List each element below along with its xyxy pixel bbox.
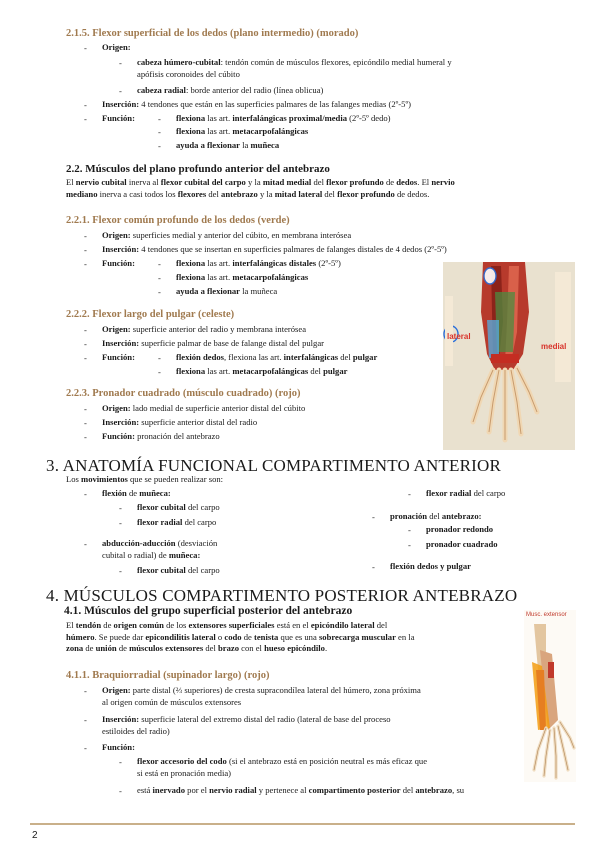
bullet-dash: -: [84, 339, 87, 349]
funcion-item-2: flexiona las art. metacarpofalángicas: [176, 272, 309, 282]
figure-caption: Musc. extensor: [526, 612, 567, 618]
insercion-text: Inserción: 4 tendones que se insertan en superficies palmares de falanges distales de 4 dedos (2º-5º): [102, 244, 447, 254]
section-4-1-paragraph: El tendón de origen común de los extensores superficiales está en el epicóndilo lateral del húmero. Se puede dar epicondilitis lateral o codo de tenista que es una sobrecarga muscular en la zona de unión de músculos extensores del brazo con el hueso epicóndilo.: [66, 620, 415, 654]
footer-divider: [30, 823, 575, 825]
bullet-dash: -: [158, 114, 161, 124]
section-2-2-3-title: 2.2.3. Pronador cuadrado (músculo cuadrado) (rojo): [66, 388, 301, 399]
funcion-item-3: ayuda a flexionar la muñeca: [176, 286, 278, 296]
funcion-label: Función:: [102, 352, 135, 362]
pronacion-antebrazo: pronación del antebrazo:: [390, 511, 482, 521]
bullet-dash: -: [84, 686, 87, 696]
bullet-dash: -: [84, 715, 87, 725]
section-3-intro: Los movimientos que se pueden realizar son:: [66, 474, 224, 484]
bullet-dash: -: [84, 743, 87, 753]
insercion-text: Inserción: superficie lateral del extremo distal del radio (lateral de base del proceso estiloides del radio): [102, 714, 391, 736]
insercion-text: Inserción: superficie palmar de base de falange distal del pulgar: [102, 338, 325, 348]
bullet-dash: -: [84, 539, 87, 549]
bullet-dash: -: [84, 114, 87, 124]
bullet-dash: -: [84, 489, 87, 499]
flexion-dedos-pulgar: flexión dedos y pulgar: [390, 561, 471, 571]
pronador-cuadrado: pronador cuadrado: [426, 539, 498, 549]
funcion-item-1: flexor accesorio del codo (si el antebrazo está en posición neutral es más eficaz que si está en pronación media): [137, 756, 428, 778]
origen-radial: cabeza radial: borde anterior del radio (línea oblicua): [137, 85, 324, 95]
origen-text: Origen: parte distal (⅔ superiores) de cresta supracondílea lateral del húmero, zona próxima al origen común de músculos extensores: [102, 685, 421, 707]
funcion-item-1: flexiona las art. interfalángicas proximal/media (2º-5º dedo): [176, 113, 391, 123]
bullet-dash: -: [84, 100, 87, 110]
bullet-dash: -: [84, 353, 87, 363]
extensor-muscle-figure: [524, 610, 576, 782]
bullet-dash: -: [119, 58, 122, 68]
funcion-label: Función:: [102, 113, 135, 123]
bullet-dash: -: [84, 418, 87, 428]
section-4-1-title: 4.1. Músculos del grupo superficial posterior del antebrazo: [64, 605, 353, 617]
bullet-dash: -: [119, 566, 122, 576]
origen-text: Origen: lado medial de superficie anterior distal del cúbito: [102, 403, 306, 413]
section-3-title: 3. ANATOMÍA FUNCIONAL COMPARTIMENTO ANTERIOR: [46, 456, 502, 475]
flexion-muneca: flexión de muñeca:: [102, 488, 171, 498]
bullet-dash: -: [84, 404, 87, 414]
label-medial: medial: [541, 342, 567, 351]
bullet-dash: -: [158, 127, 161, 137]
funcion-item-3: ayuda a flexionar la muñeca: [176, 140, 280, 150]
forearm-anterior-figure: [443, 262, 575, 450]
bullet-dash: -: [372, 562, 375, 572]
flexor-radial-carpo-right: flexor radial del carpo: [426, 488, 506, 498]
funcion-item-2: flexiona las art. metacarpofalángicas del pulgar: [176, 366, 348, 376]
funcion-item-2: flexiona las art. metacarpofalángicas: [176, 126, 309, 136]
origen-humero-cubital: cabeza húmero-cubital: tendón común de músculos flexores, epicóndilo medial humeral y apófisis coronoides del cúbito: [137, 57, 452, 79]
forearm-illustration: [443, 262, 575, 450]
section-2-2-paragraph: El nervio cubital inerva al flexor cubital del carpo y la mitad medial del flexor profundo de dedos. El nervio mediano inerva a casi todos los flexores del antebrazo y la mitad lateral del flexor profundo de dedos.: [66, 177, 455, 199]
bullet-dash: -: [84, 259, 87, 269]
bullet-dash: -: [84, 432, 87, 442]
bullet-dash: -: [119, 757, 122, 767]
section-4-title: 4. MÚSCULOS COMPARTIMENTO POSTERIOR ANTEBRAZO: [46, 586, 518, 605]
section-4-1-1-title: 4.1.1. Braquiorradial (supinador largo) (rojo): [66, 670, 270, 681]
bullet-dash: -: [84, 43, 87, 53]
section-2-1-5-title: 2.1.5. Flexor superficial de los dedos (plano intermedio) (morado): [66, 28, 359, 39]
page-number: 2: [32, 830, 38, 841]
flexor-cubital-carpo: flexor cubital del carpo: [137, 502, 220, 512]
bullet-dash: -: [158, 273, 161, 283]
funcion-item-2: está inervado por el nervio radial y pertenece al compartimento posterior del antebrazo, su: [137, 785, 465, 795]
bullet-dash: -: [119, 86, 122, 96]
funcion-label: Función:: [102, 742, 135, 752]
bullet-dash: -: [119, 518, 122, 528]
bullet-dash: -: [158, 141, 161, 151]
origen-text: Origen: superficies medial y anterior del cúbito, en membrana interósea: [102, 230, 352, 240]
bullet-dash: -: [84, 325, 87, 335]
bullet-dash: -: [408, 525, 411, 535]
section-2-2-2-title: 2.2.2. Flexor largo del pulgar (celeste): [66, 309, 235, 320]
funcion-item-1: flexiona las art. interfalángicas distales (2º-5º): [176, 258, 341, 268]
abduccion-aduccion: abducción-aducción (desviación cubital o radial) de muñeca:: [102, 538, 218, 560]
section-2-2-1-title: 2.2.1. Flexor común profundo de los dedos (verde): [66, 215, 290, 226]
bullet-dash: -: [158, 287, 161, 297]
insercion-text: Inserción: superficie anterior distal del radio: [102, 417, 258, 427]
flexor-radial-carpo: flexor radial del carpo: [137, 517, 217, 527]
bullet-dash: -: [158, 353, 161, 363]
bullet-dash: -: [372, 512, 375, 522]
bullet-dash: -: [158, 367, 161, 377]
origen-label: Origen:: [102, 42, 131, 52]
insercion-text: Inserción: 4 tendones que están en las superficies palmares de las falanges medias (2º-5º): [102, 99, 411, 109]
section-2-2-title: 2.2. Músculos del plano profundo anterior del antebrazo: [66, 163, 330, 175]
bullet-dash: -: [158, 259, 161, 269]
bullet-dash: -: [84, 245, 87, 255]
origen-text: Origen: superficie anterior del radio y membrana interósea: [102, 324, 307, 334]
bullet-dash: -: [408, 540, 411, 550]
funcion-item-1: flexión dedos, flexiona las art. interfalángicas del pulgar: [176, 352, 378, 362]
bullet-dash: -: [84, 231, 87, 241]
pronador-redondo: pronador redondo: [426, 524, 494, 534]
bullet-dash: -: [119, 503, 122, 513]
flexor-cubital-carpo-2: flexor cubital del carpo: [137, 565, 220, 575]
funcion-label: Función:: [102, 258, 135, 268]
bullet-dash: -: [408, 489, 411, 499]
label-lateral: lateral: [447, 332, 471, 341]
funcion-text: Función: pronación del antebrazo: [102, 431, 220, 441]
extensor-illustration: [524, 610, 576, 782]
bullet-dash: -: [119, 786, 122, 796]
